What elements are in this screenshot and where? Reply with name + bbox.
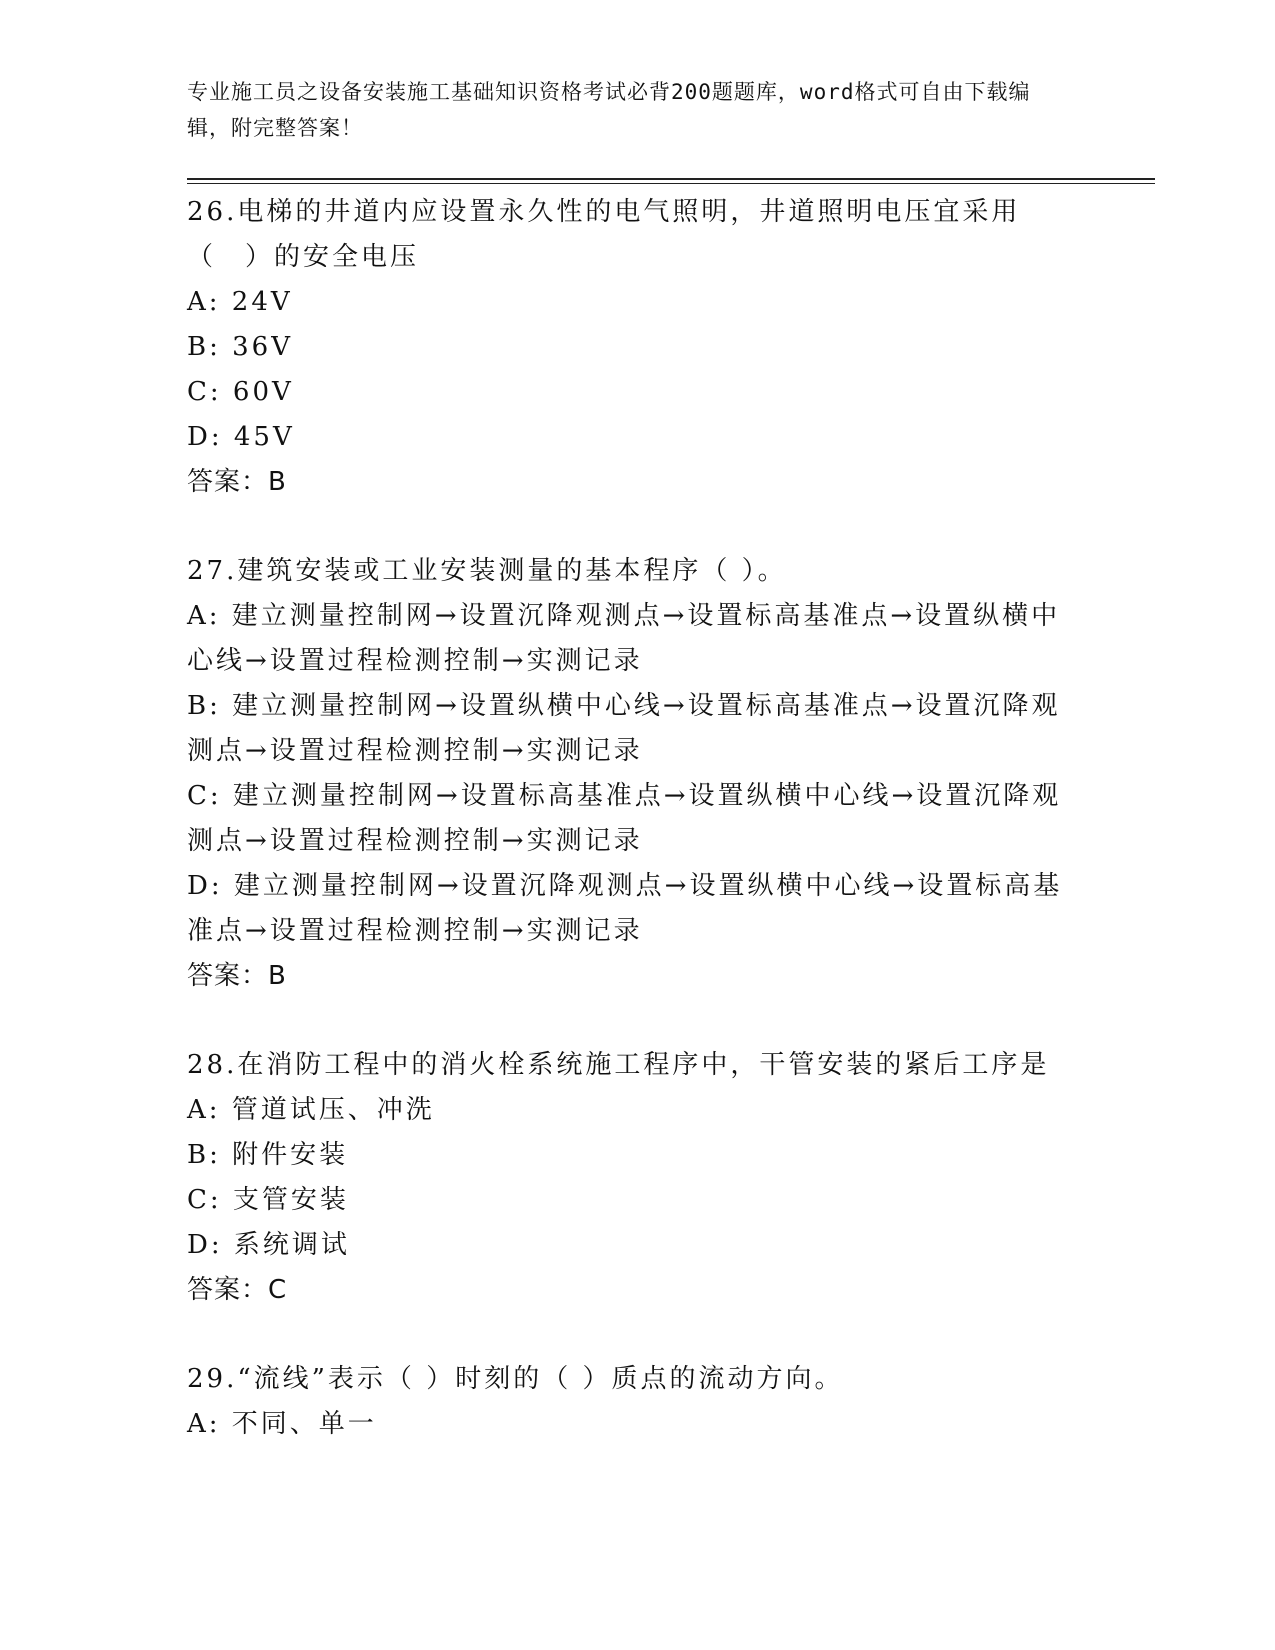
question-stem: 29.“流线”表示（ ）时刻的（ ）质点的流动方向。	[187, 1364, 844, 1394]
option-a: A: 不同、单一	[187, 1409, 377, 1439]
question-stem: 26.电梯的井道内应设置永久性的电气照明，井道照明电压宜采用（ ）的安全电压	[187, 197, 1021, 272]
question-27	[187, 549, 1087, 999]
option-a: A: 管道试压、冲洗	[187, 1095, 435, 1125]
option-b: B: 建立测量控制网→设置纵横中心线→设置标高基准点→设置沉降观测点→设置过程检测控制→实测记录	[187, 691, 1061, 766]
option-d: D: 45V	[187, 422, 295, 452]
option-b: B: 附件安装	[187, 1140, 349, 1170]
option-a: A: 24V	[187, 287, 293, 317]
header-rule-thin	[187, 183, 1155, 184]
option-c: C: 60V	[187, 377, 294, 407]
question-stem: 27.建筑安装或工业安装测量的基本程序（ ）。	[187, 556, 787, 586]
option-c: C: 支管安装	[187, 1185, 349, 1215]
option-a: A: 建立测量控制网→设置沉降观测点→设置标高基准点→设置纵横中心线→设置过程检测控制→实测记录	[187, 601, 1061, 676]
answer-line: 答案：B	[187, 467, 287, 497]
question-28	[187, 1043, 1087, 1313]
option-b: B: 36V	[187, 332, 293, 362]
option-c: C: 建立测量控制网→设置标高基准点→设置纵横中心线→设置沉降观测点→设置过程检测控制→实测记录	[187, 781, 1062, 856]
answer-line: 答案：B	[187, 961, 287, 991]
option-d: D: 系统调试	[187, 1230, 350, 1260]
question-26	[187, 190, 1087, 505]
header-rule-thick	[187, 178, 1155, 180]
question-stem: 28.在消防工程中的消火栓系统施工程序中，干管安装的紧后工序是	[187, 1050, 1050, 1080]
question-list	[187, 190, 1087, 1491]
document-header: 专业施工员之设备安装施工基础知识资格考试必背200题题库，word格式可自由下载编辑，附完整答案！	[187, 80, 1031, 140]
question-29	[187, 1357, 1087, 1447]
answer-line: 答案：C	[187, 1275, 288, 1305]
option-d: D: 建立测量控制网→设置沉降观测点→设置纵横中心线→设置标高基准点→设置过程检测控制→实测记录	[187, 871, 1063, 946]
